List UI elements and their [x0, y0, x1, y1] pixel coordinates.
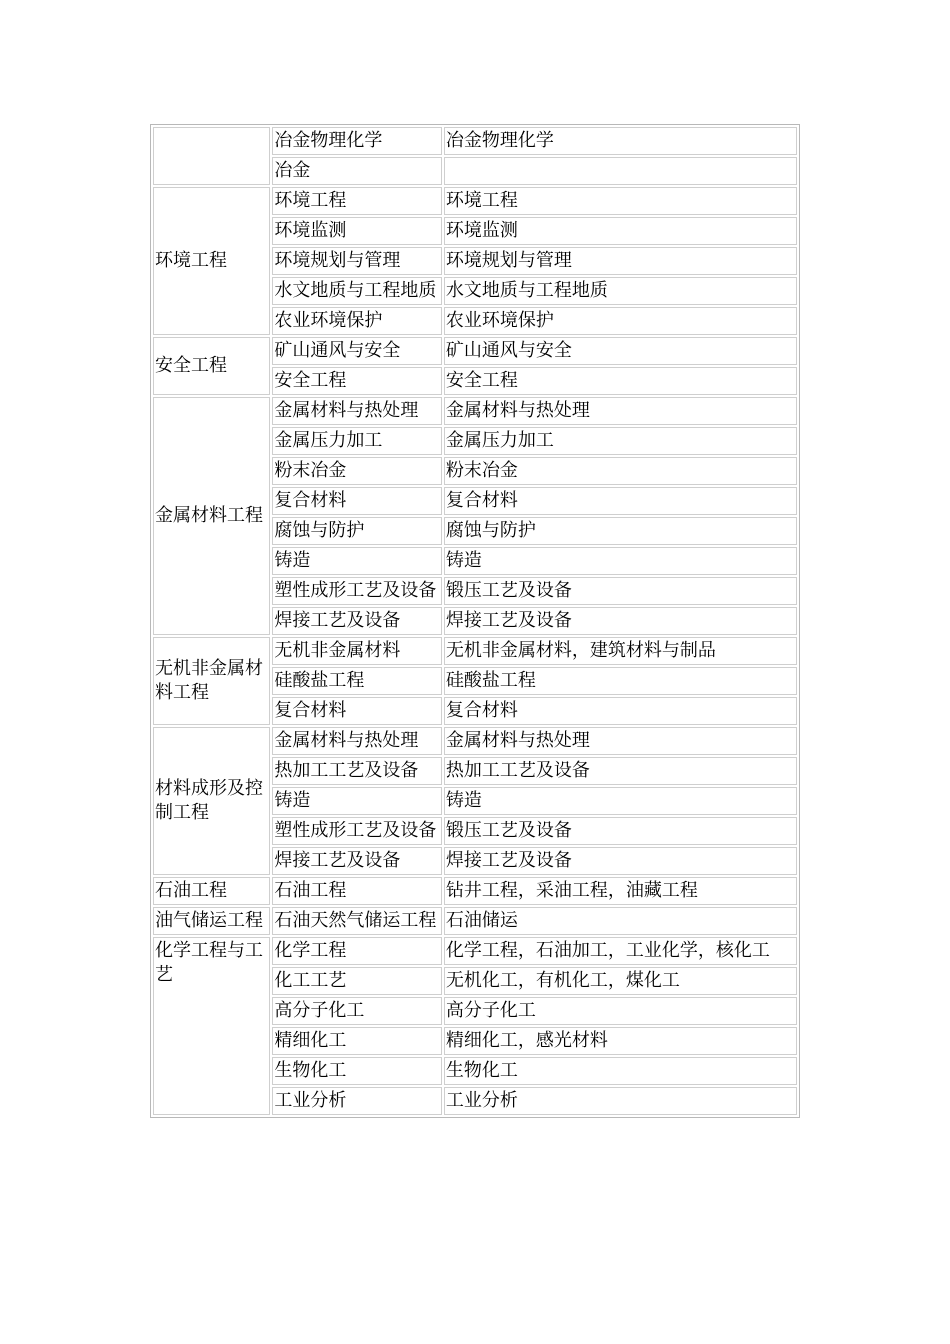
new-major-cell: 复合材料 — [272, 487, 442, 515]
old-major-cell: 钻井工程，采油工程，油藏工程 — [444, 877, 797, 905]
old-major-cell: 腐蚀与防护 — [444, 517, 797, 545]
table-row — [153, 127, 797, 155]
new-major-cell: 化工工艺 — [272, 967, 442, 995]
new-major-cell: 矿山通风与安全 — [272, 337, 442, 365]
old-major-cell: 焊接工艺及设备 — [444, 847, 797, 875]
old-major-cell: 环境工程 — [444, 187, 797, 215]
old-major-cell: 生物化工 — [444, 1057, 797, 1085]
new-major-cell: 焊接工艺及设备 — [272, 847, 442, 875]
new-major-cell: 农业环境保护 — [272, 307, 442, 335]
new-major-cell: 金属材料与热处理 — [272, 727, 442, 755]
new-major-cell: 焊接工艺及设备 — [272, 607, 442, 635]
new-major-cell: 腐蚀与防护 — [272, 517, 442, 545]
new-major-cell: 环境规划与管理 — [272, 247, 442, 275]
table-body — [153, 127, 797, 1115]
new-major-cell: 化学工程 — [272, 937, 442, 965]
old-major-cell: 水文地质与工程地质 — [444, 277, 797, 305]
table-row — [153, 337, 797, 365]
old-major-cell: 金属材料与热处理 — [444, 727, 797, 755]
old-major-cell: 锻压工艺及设备 — [444, 577, 797, 605]
new-major-cell: 冶金物理化学 — [272, 127, 442, 155]
old-major-cell: 矿山通风与安全 — [444, 337, 797, 365]
old-major-cell: 铸造 — [444, 547, 797, 575]
old-major-cell: 热加工工艺及设备 — [444, 757, 797, 785]
category-cell: 油气储运工程 — [153, 907, 270, 935]
old-major-cell: 安全工程 — [444, 367, 797, 395]
new-major-cell: 无机非金属材料 — [272, 637, 442, 665]
table-row — [153, 937, 797, 965]
category-cell: 化学工程与工艺 — [153, 937, 270, 1115]
new-major-cell: 安全工程 — [272, 367, 442, 395]
new-major-cell: 环境工程 — [272, 187, 442, 215]
new-major-cell: 石油工程 — [272, 877, 442, 905]
old-major-cell: 铸造 — [444, 787, 797, 815]
category-cell: 无机非金属材料工程 — [153, 637, 270, 725]
new-major-cell: 塑性成形工艺及设备 — [272, 817, 442, 845]
old-major-cell: 复合材料 — [444, 487, 797, 515]
table-row — [153, 727, 797, 755]
old-major-cell: 金属压力加工 — [444, 427, 797, 455]
new-major-cell: 生物化工 — [272, 1057, 442, 1085]
old-major-cell — [444, 157, 797, 185]
old-major-cell: 精细化工，感光材料 — [444, 1027, 797, 1055]
new-major-cell: 金属压力加工 — [272, 427, 442, 455]
old-major-cell: 金属材料与热处理 — [444, 397, 797, 425]
old-major-cell: 复合材料 — [444, 697, 797, 725]
old-major-cell: 粉末冶金 — [444, 457, 797, 485]
category-cell: 环境工程 — [153, 187, 270, 335]
new-major-cell: 热加工工艺及设备 — [272, 757, 442, 785]
new-major-cell: 精细化工 — [272, 1027, 442, 1055]
old-major-cell: 无机非金属材料，建筑材料与制品 — [444, 637, 797, 665]
table-row — [153, 397, 797, 425]
old-major-cell: 冶金物理化学 — [444, 127, 797, 155]
old-major-cell: 农业环境保护 — [444, 307, 797, 335]
old-major-cell: 环境监测 — [444, 217, 797, 245]
new-major-cell: 复合材料 — [272, 697, 442, 725]
new-major-cell: 石油天然气储运工程 — [272, 907, 442, 935]
old-major-cell: 环境规划与管理 — [444, 247, 797, 275]
major-mapping-table — [150, 124, 800, 1118]
new-major-cell: 工业分析 — [272, 1087, 442, 1115]
category-cell: 材料成形及控制工程 — [153, 727, 270, 875]
table-row — [153, 877, 797, 905]
new-major-cell: 硅酸盐工程 — [272, 667, 442, 695]
category-cell: 安全工程 — [153, 337, 270, 395]
category-cell — [153, 127, 270, 185]
old-major-cell: 石油储运 — [444, 907, 797, 935]
new-major-cell: 塑性成形工艺及设备 — [272, 577, 442, 605]
new-major-cell: 铸造 — [272, 787, 442, 815]
new-major-cell: 高分子化工 — [272, 997, 442, 1025]
old-major-cell: 硅酸盐工程 — [444, 667, 797, 695]
old-major-cell: 无机化工，有机化工，煤化工 — [444, 967, 797, 995]
new-major-cell: 粉末冶金 — [272, 457, 442, 485]
new-major-cell: 铸造 — [272, 547, 442, 575]
table-row — [153, 907, 797, 935]
new-major-cell: 冶金 — [272, 157, 442, 185]
old-major-cell: 化学工程，石油加工，工业化学，核化工 — [444, 937, 797, 965]
new-major-cell: 环境监测 — [272, 217, 442, 245]
table-row — [153, 637, 797, 665]
table-row — [153, 187, 797, 215]
old-major-cell: 工业分析 — [444, 1087, 797, 1115]
new-major-cell: 金属材料与热处理 — [272, 397, 442, 425]
category-cell: 金属材料工程 — [153, 397, 270, 635]
old-major-cell: 锻压工艺及设备 — [444, 817, 797, 845]
old-major-cell: 焊接工艺及设备 — [444, 607, 797, 635]
old-major-cell: 高分子化工 — [444, 997, 797, 1025]
new-major-cell: 水文地质与工程地质 — [272, 277, 442, 305]
category-cell: 石油工程 — [153, 877, 270, 905]
